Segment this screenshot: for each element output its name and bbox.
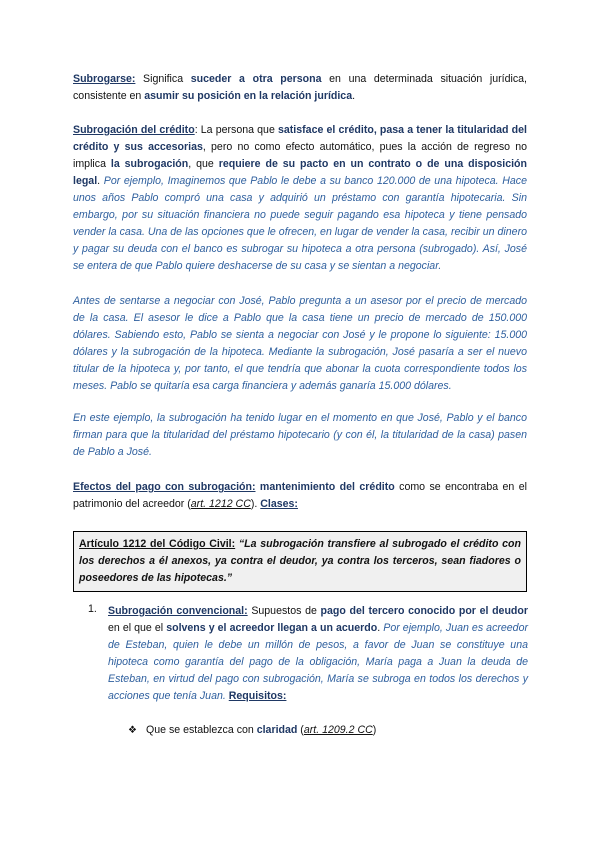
bullet-item-claridad xyxy=(128,722,376,739)
highlight: mantenimiento del crédito xyxy=(259,481,395,493)
highlight: claridad xyxy=(256,724,298,736)
example-conclusion: En este ejemplo, la subrogación ha tenido lugar en el momento en que José, Pablo y el banco firman para que la titularidad del préstamo hipotecario (y con él, la titularidad de la casa) pasen de Pablo a José. xyxy=(73,412,527,458)
text: . xyxy=(97,175,101,187)
example-juan: Por ejemplo, Juan es acreedor de Esteban, quien le debe un millón de pesos, a favor de Juan se constituye una hipoteca como garantía del pago de la obligación, María paga a Juan la deuda de Esteban, en virtud del pago con subrogación, María se subroga en todos los derechos y acciones que tenía Juan. xyxy=(108,622,528,702)
highlight: solvens y el acreedor llegan a un acuerdo xyxy=(166,622,378,634)
list-item-subrogacion-convencional xyxy=(108,603,528,705)
text: , que xyxy=(188,158,219,170)
highlight: pago del tercero conocido por el deudor xyxy=(320,605,528,617)
text: Que se establezca con xyxy=(146,724,257,736)
text: ) xyxy=(372,724,377,736)
highlight: la subrogación xyxy=(110,158,189,170)
article-reference: art. 1212 CC xyxy=(190,498,251,510)
text: ). xyxy=(250,498,261,510)
term-subrogacion-credito: Subrogación del crédito xyxy=(73,124,195,136)
article-quote-text: “La subrogación transfiere al subrogado el crédito con los derechos a él anexos, ya contra el deudor, ya contra los terceros, sean fiadores o poseedores de las hipotecas.” xyxy=(79,538,521,584)
list-number: 1. xyxy=(88,603,97,615)
text: Significa xyxy=(135,73,191,85)
article-quote-box xyxy=(73,531,527,592)
clases-label: Clases: xyxy=(260,498,298,510)
highlight: suceder a otra persona xyxy=(190,73,322,85)
term-efectos: Efectos del pago con subrogación: xyxy=(73,481,256,493)
article-label: Artículo 1212 del Código Civil: xyxy=(79,538,236,550)
text: ( xyxy=(297,724,304,736)
text: . xyxy=(377,622,381,634)
highlight: satisface el crédito, pasa a tener la titularidad del crédito y sus accesorias xyxy=(73,124,527,153)
text: en el que el xyxy=(108,622,167,634)
text: en una determinada situación jurídica, consistente en xyxy=(73,73,528,102)
definition-subrogacion-credito xyxy=(73,122,527,275)
example-pablo: Por ejemplo, Imaginemos que Pablo le debe a su banco 120.000 de una hipoteca. Hace unos años Pablo compró una casa y adquirió un préstamo con garantía hipotecaria. Sin embargo, por su situación financiera no puede seguir pagando esa hipoteca y tiene pensado vender la casa. Una de las opciones que le ofrecen, en lugar de vender la casa, recibir un dinero y pagar su deuda con el banco es subrogar su hipoteca a otra persona (subrogado). Así, José se entera de que Pablo quiere deshacerse de su casa y se sientan a negociar. xyxy=(73,175,527,272)
text: : La persona que xyxy=(194,124,278,136)
text: , pero no como efecto automático, pues la acción de regreso no implica xyxy=(73,141,527,170)
article-reference: art. 1209.2 CC xyxy=(303,724,373,736)
example-negotiation: Antes de sentarse a negociar con José, Pablo pregunta a un asesor por el precio de mercado de la casa. El asesor le dice a Pablo que la casa tiene un precio de mercado de 150.000 dólares. Sabiendo esto, Pablo se sienta a negociar con José y le propone lo siguiente: 15.000 dólares y la subrogación de la hipoteca. Mediante la subrogación, José pasaría a ser el nuevo titular de la hipoteca y, por tanto, el que tendría que abonar la cuota correspondiente todos los meses. Pablo se quitaría esa carga financiera y además ganaría 15.000 dólares. xyxy=(73,295,527,392)
term-convencional: Subrogación convencional: xyxy=(108,605,248,617)
definition-subrogarse xyxy=(73,71,527,105)
text: Supuestos de xyxy=(247,605,321,617)
highlight: requiere de su pacto en un contrato o de una disposición legal xyxy=(73,158,527,187)
requisitos-label: Requisitos: xyxy=(228,690,287,702)
text: como se encontraba en el patrimonio del acreedor ( xyxy=(73,481,527,510)
highlight: asumir su posición en la relación jurídica xyxy=(144,90,353,102)
text: . xyxy=(352,90,356,102)
term-subrogarse: Subrogarse: xyxy=(73,73,136,85)
effects-paragraph xyxy=(73,479,527,513)
diamond-bullet-icon: ❖ xyxy=(128,725,137,736)
